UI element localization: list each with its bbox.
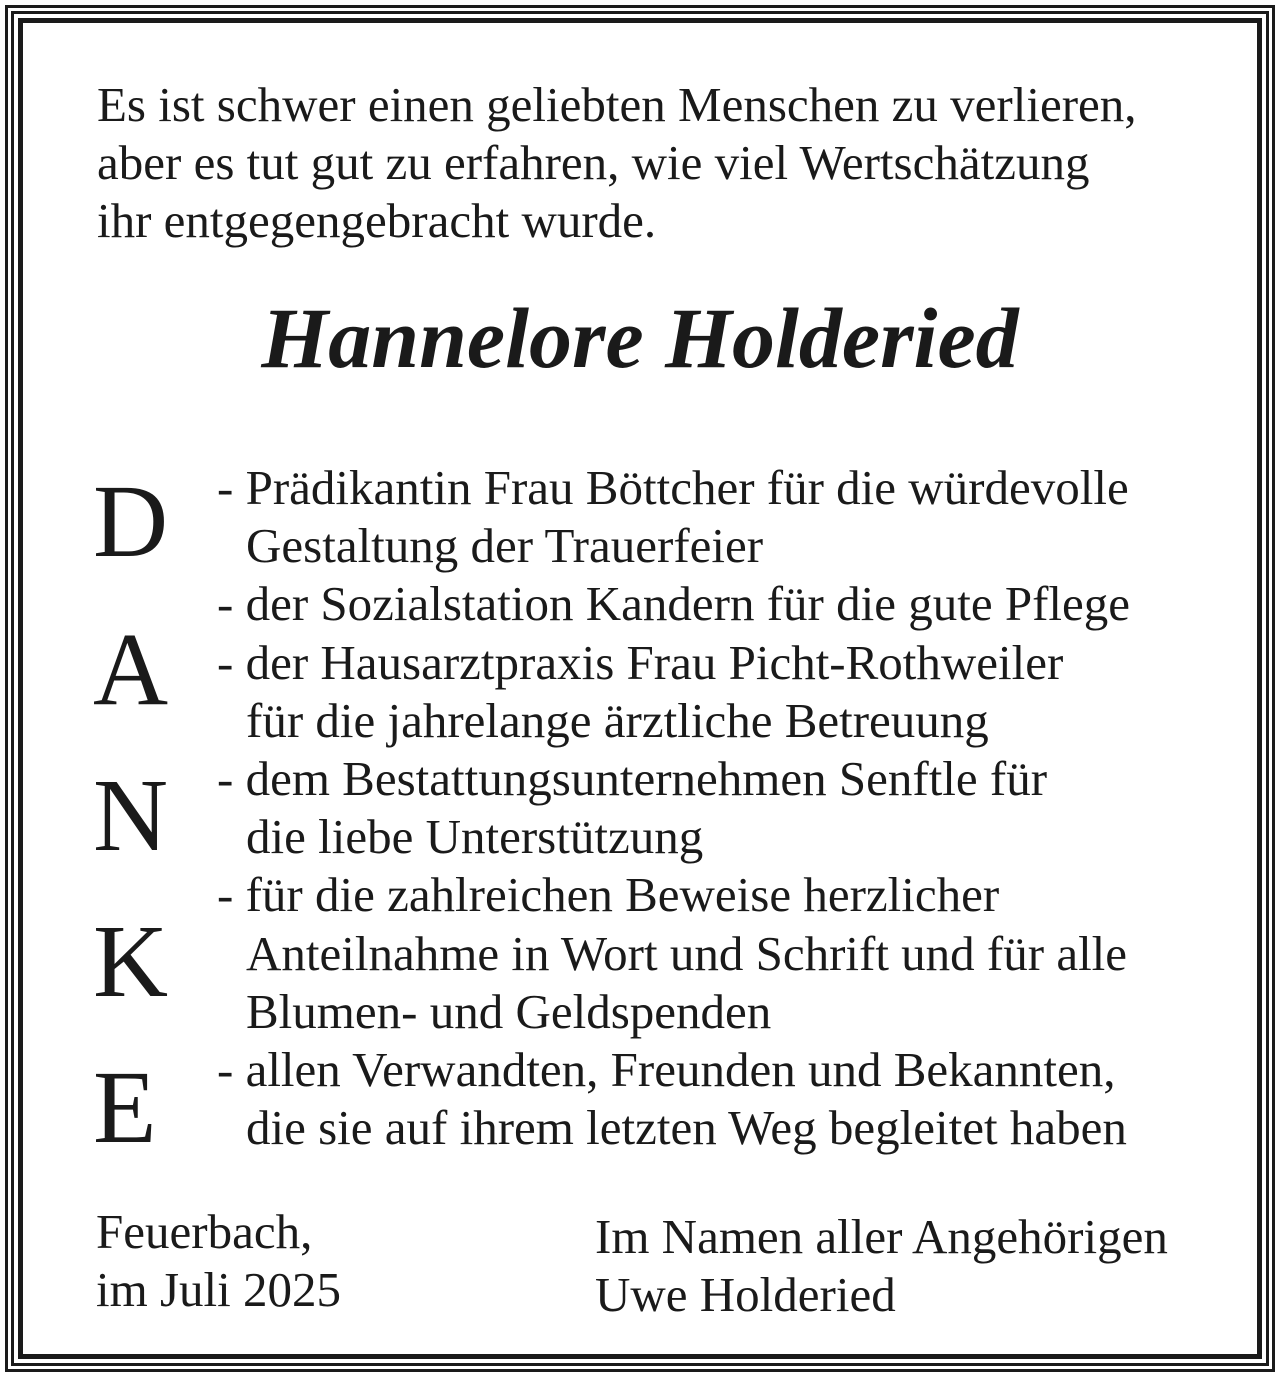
thanks-line: für die jahrelange ärztliche Betreuung [246,692,989,748]
thanks-item [217,634,1227,750]
danke-letter: D [93,464,169,579]
thanks-line: Blumen- und Geldspenden [246,983,772,1039]
thanks-item [217,575,1227,633]
signature-line: Im Namen aller Angehörigen [595,1209,1168,1264]
thanks-line: - für die zahlreichen Beweise herzlicher [217,867,1000,923]
thanks-list [217,459,1227,1157]
danke-letter: N [93,758,169,873]
danke-letter: E [93,1050,157,1165]
thanks-line: - der Hausarztpraxis Frau Picht-Rothweiler [217,634,1064,690]
thanks-line: die liebe Unterstützung [246,809,704,865]
thanks-line: - dem Bestattungsunternehmen Senftle für [217,751,1048,807]
place-line: Feuerbach, [96,1204,313,1259]
intro-text [97,76,1217,250]
intro-line: Es ist schwer einen geliebten Menschen zu verlieren, [97,77,1137,132]
thanks-line: - der Sozialstation Kandern für die gute Pflege [217,576,1131,632]
signature [595,1208,1168,1324]
intro-line: aber es tut gut zu erfahren, wie viel Wertschätzung [97,135,1090,190]
place-date [96,1203,341,1319]
thanks-line: Gestaltung der Trauerfeier [246,518,764,574]
intro-line: ihr entgegengebracht wurde. [97,193,657,248]
thanks-item [217,459,1227,575]
danke-letter: A [93,612,169,727]
thanks-line: die sie auf ihrem letzten Weg begleitet haben [246,1100,1127,1156]
deceased-name: Hannelore Holderied [261,290,1019,386]
thanks-line: Anteilnahme in Wort und Schrift und für alle [246,925,1128,981]
thanks-item [217,750,1227,866]
thanks-line: - allen Verwandten, Freunden und Bekannten, [217,1042,1116,1098]
thanks-line: - Prädikantin Frau Böttcher für die würdevolle [217,460,1129,515]
date-line: im Juli 2025 [96,1262,342,1317]
danke-letter: K [93,904,169,1019]
thanks-item [217,1041,1227,1157]
signature-name: Uwe Holderied [595,1267,896,1322]
thanks-item [217,866,1227,1041]
